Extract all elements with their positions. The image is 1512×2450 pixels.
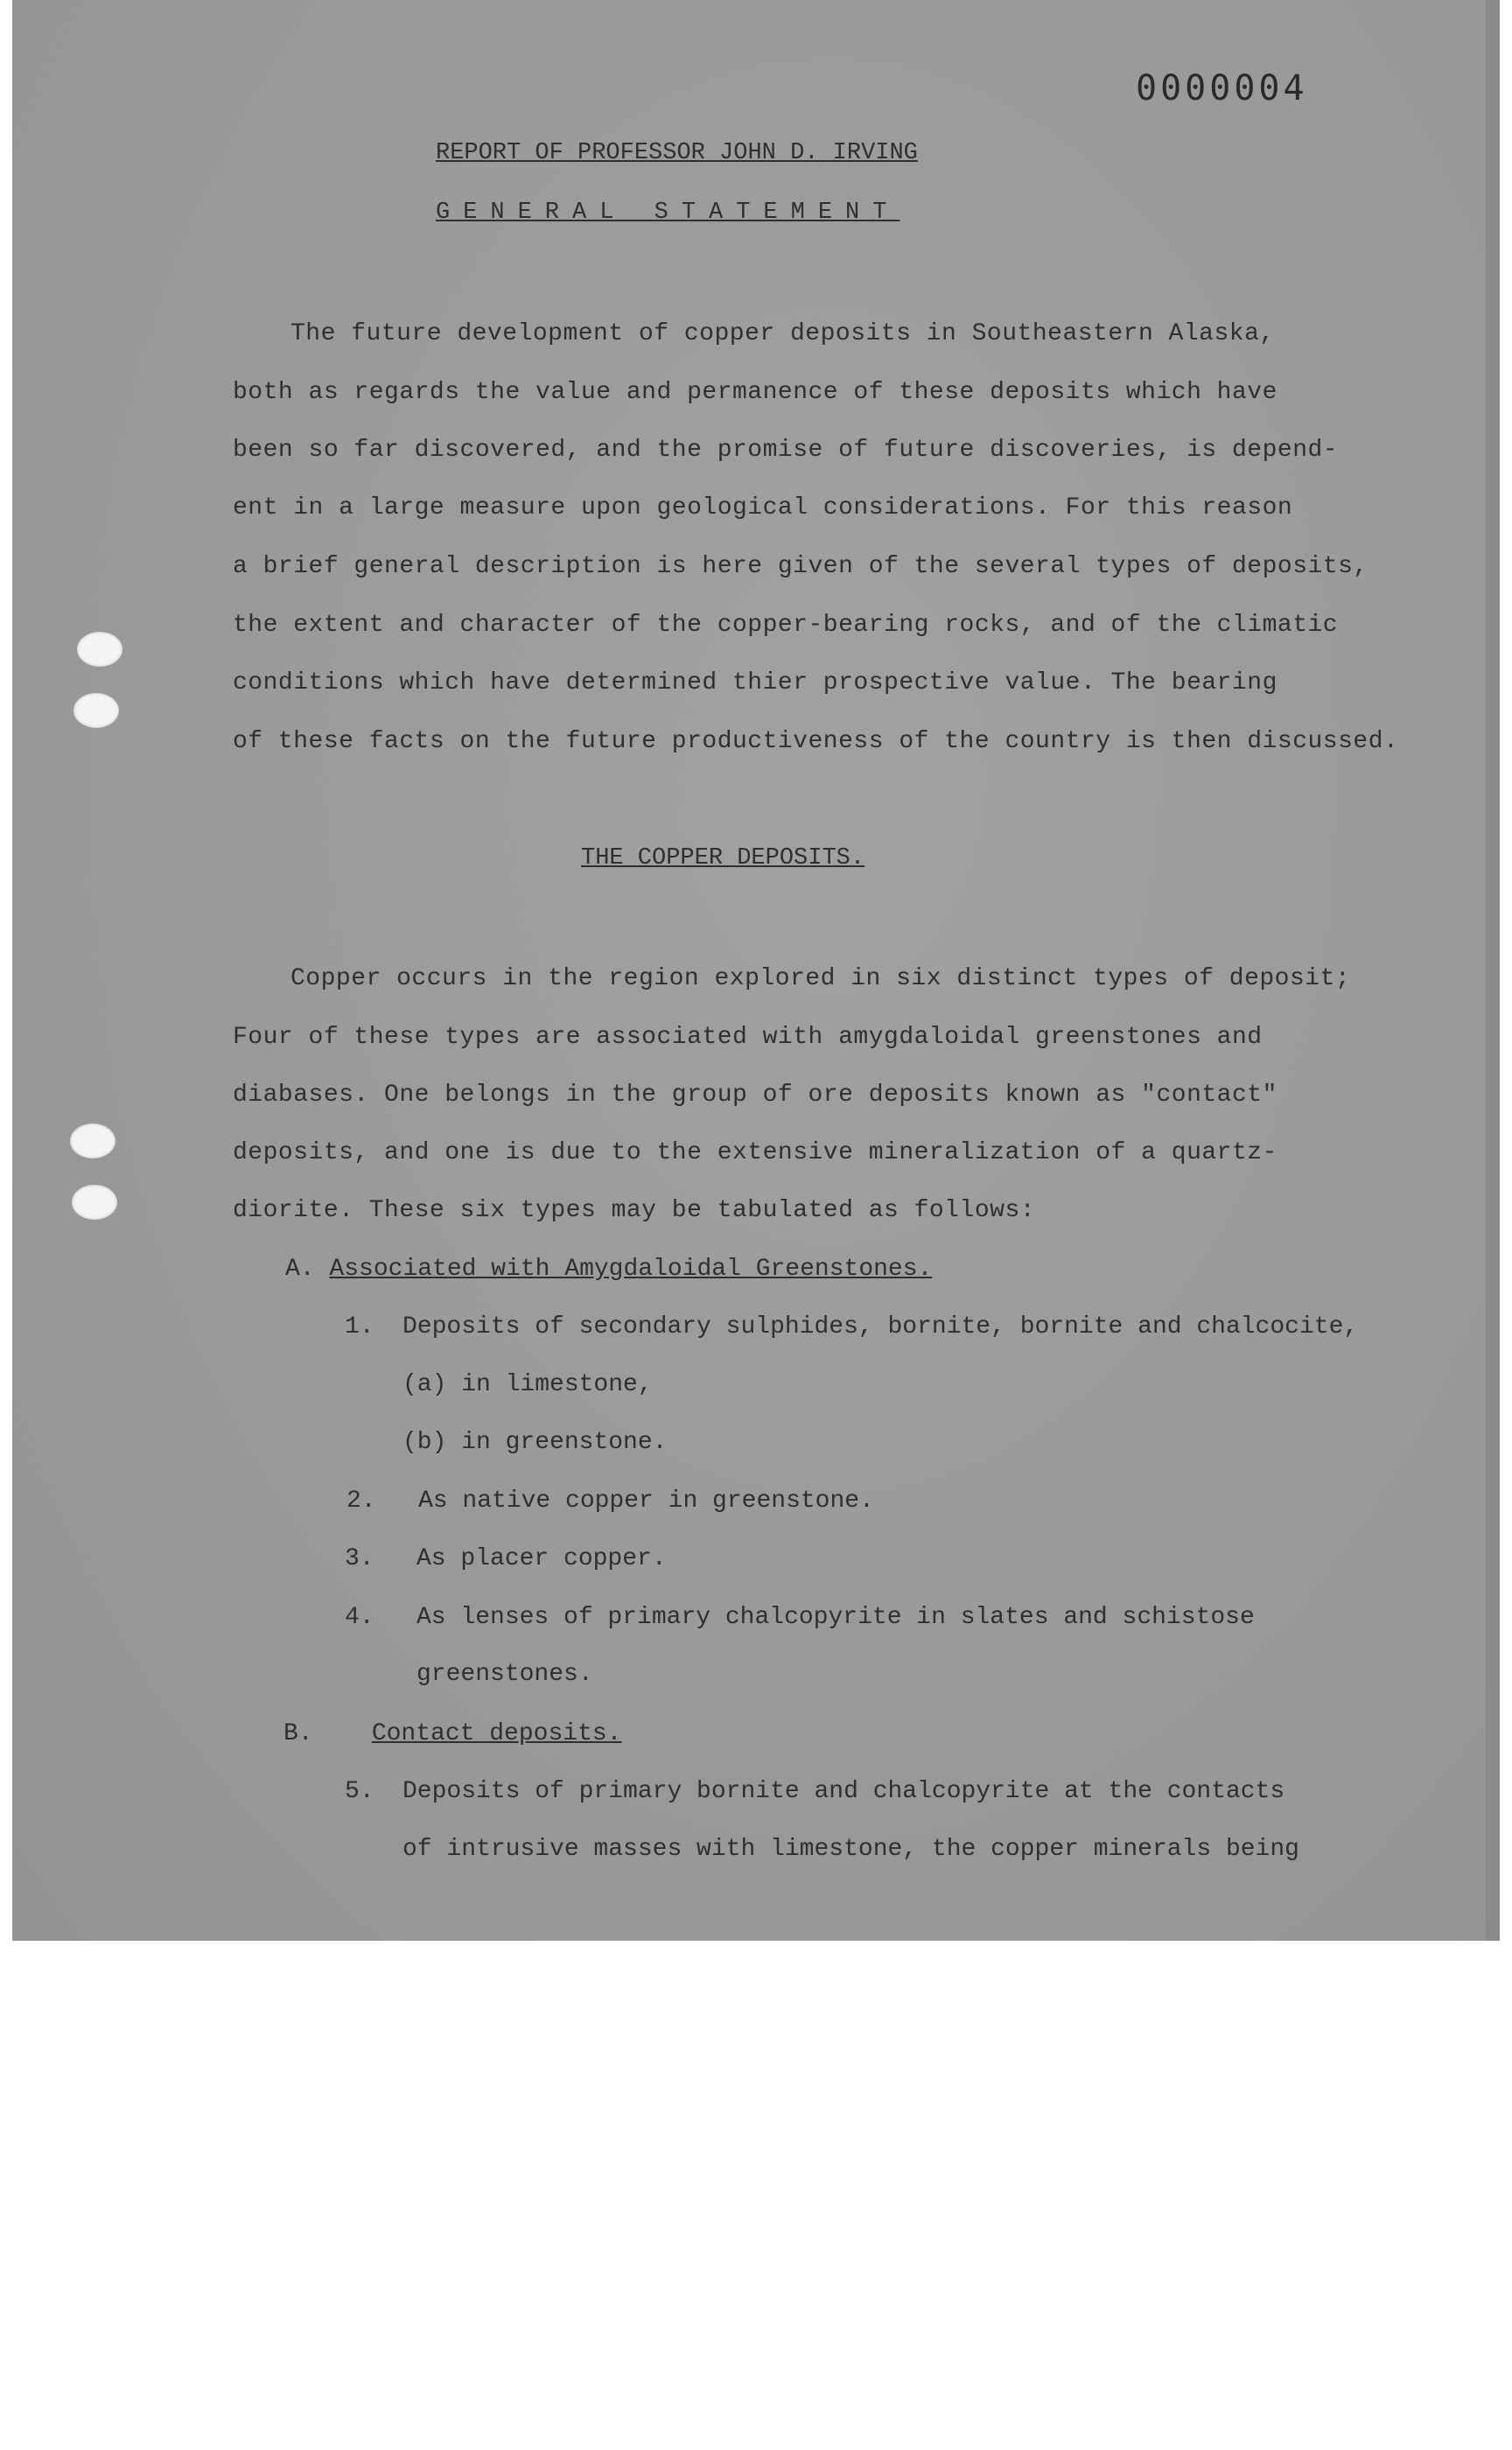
paragraph-line: conditions which have determined thier prospective value. The bearing (233, 669, 1278, 696)
page-edge-shadow (1486, 0, 1500, 1941)
list-item (345, 1778, 1284, 1805)
punch-hole (70, 1124, 116, 1158)
paragraph-line: a brief general description is here given of the several types of deposits, (233, 553, 1368, 580)
list-subitem: (a) in limestone, (402, 1371, 653, 1398)
group-letter: B. (284, 1720, 313, 1747)
paragraph-line: The future development of copper deposits in Southeastern Alaska, (290, 320, 1275, 347)
paragraph-line: diorite. These six types may be tabulated as follows: (233, 1197, 1036, 1224)
list-item-continuation: of intrusive masses with limestone, the copper minerals being (402, 1836, 1299, 1863)
section-heading: THE COPPER DEPOSITS. (581, 845, 865, 872)
paragraph-line: both as regards the value and permanence of these deposits which have (233, 379, 1278, 406)
list-item (345, 1545, 667, 1572)
paragraph-line: Four of these types are associated with amygdaloidal greenstones and (233, 1024, 1263, 1051)
group-label: Associated with Amygdaloidal Greenstones. (329, 1256, 933, 1283)
paragraph-line: been so far discovered, and the promise of future discoveries, is depend- (233, 437, 1339, 464)
list-item (345, 1313, 1358, 1340)
paragraph-line: diabases. One belongs in the group of ore deposits known as "contact" (233, 1082, 1278, 1109)
item-text: As lenses of primary chalcopyrite in slates and schistose (416, 1604, 1255, 1631)
paragraph-line: the extent and character of the copper-bearing rocks, and of the climatic (233, 612, 1339, 639)
item-text: As placer copper. (416, 1545, 667, 1572)
paragraph-line: of these facts on the future productiveness of the country is then discussed. (233, 728, 1399, 755)
item-text: Deposits of secondary sulphides, bornite, bornite and chalcocite, (402, 1313, 1359, 1340)
item-number: 2. (346, 1488, 376, 1515)
paragraph-line: ent in a large measure upon geological considerations. For this reason (233, 494, 1293, 522)
item-number: 4. (345, 1604, 374, 1631)
paragraph-line: deposits, and one is due to the extensive mineralization of a quartz- (233, 1139, 1278, 1166)
paragraph-line: Copper occurs in the region explored in six distinct types of deposit; (290, 965, 1351, 992)
list-item (345, 1604, 1255, 1631)
report-title: REPORT OF PROFESSOR JOHN D. IRVING (436, 140, 918, 166)
punch-hole (77, 632, 122, 667)
list-subitem: (b) in greenstone. (402, 1429, 668, 1456)
punch-hole (74, 693, 119, 728)
group-letter: A. (285, 1256, 315, 1283)
group-a-heading (285, 1256, 932, 1283)
document-number: 0000004 (1136, 68, 1308, 108)
list-item (346, 1488, 874, 1515)
group-label: Contact deposits. (371, 1720, 622, 1747)
item-text: As native copper in greenstone. (418, 1488, 874, 1515)
report-subtitle: GENERAL STATEMENT (436, 200, 900, 226)
item-text: Deposits of primary bornite and chalcopyrite at the contacts (402, 1778, 1285, 1805)
scanned-page (12, 0, 1500, 1941)
item-number: 5. (345, 1778, 374, 1805)
group-b-heading (284, 1720, 621, 1747)
list-item-continuation: greenstones. (416, 1661, 593, 1688)
punch-hole (72, 1185, 117, 1220)
item-number: 3. (345, 1545, 374, 1572)
item-number: 1. (345, 1313, 374, 1340)
